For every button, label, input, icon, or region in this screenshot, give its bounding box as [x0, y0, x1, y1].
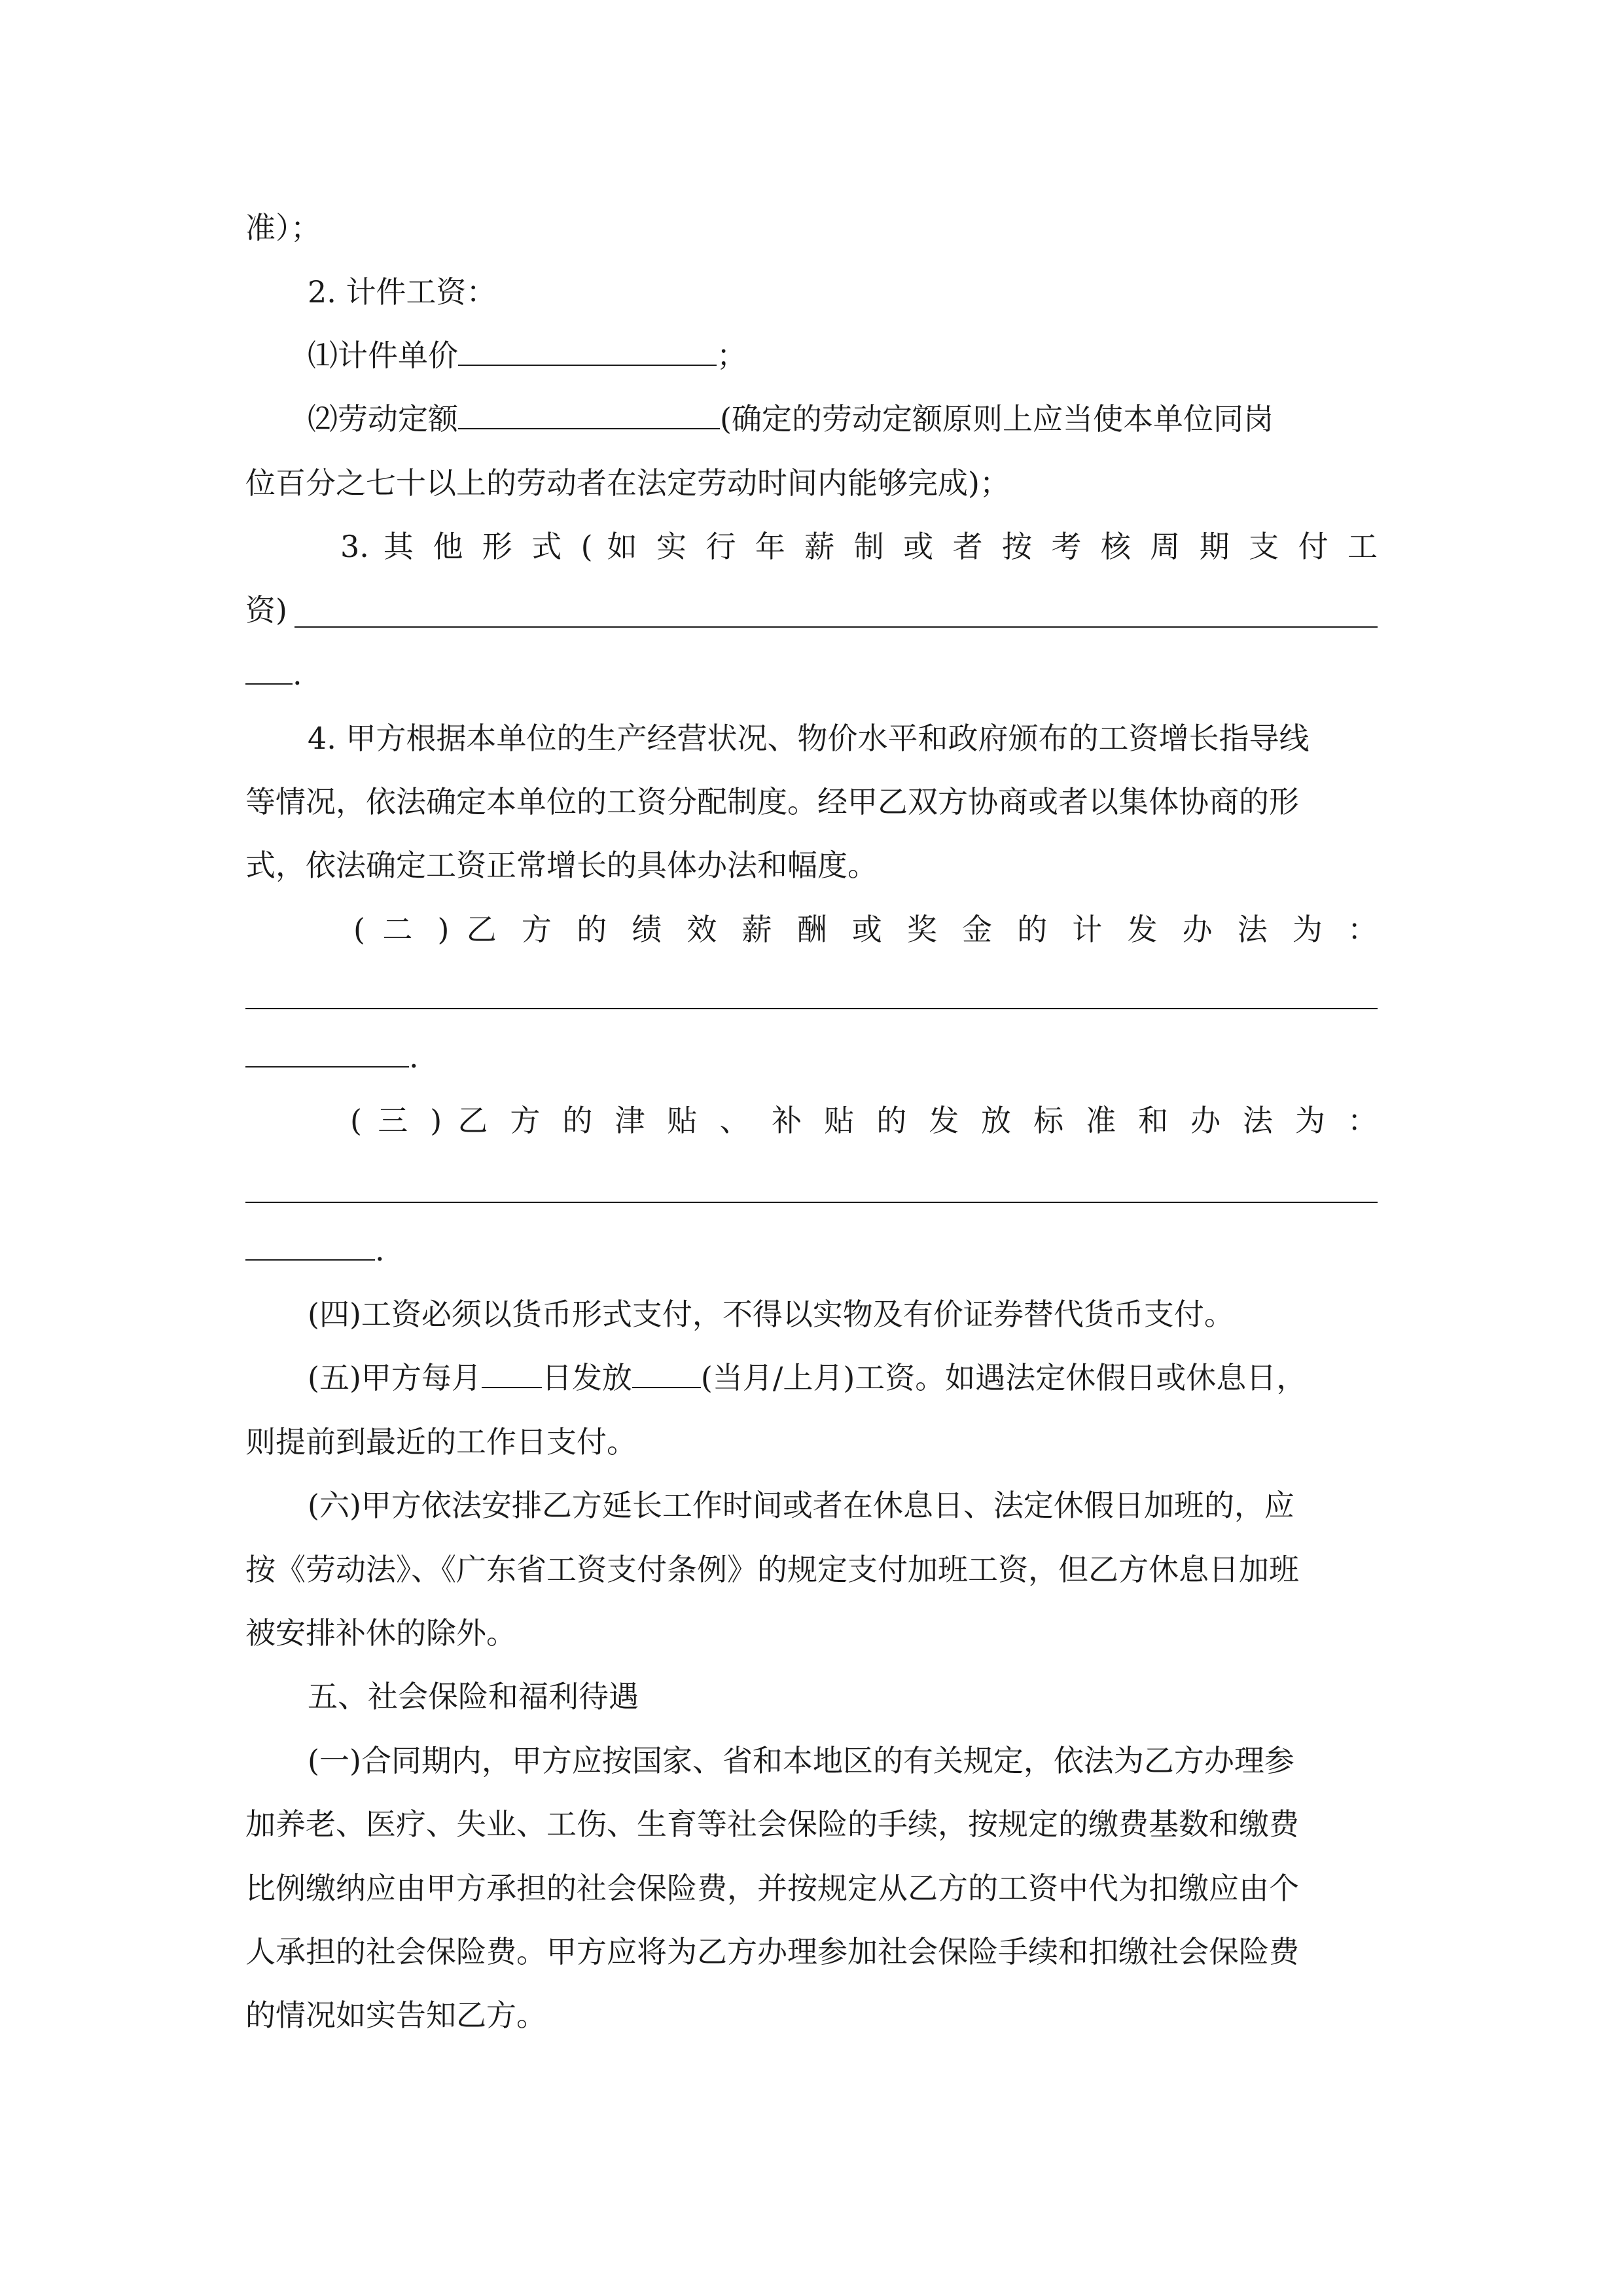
- text-line: 的情况如实告知乙方。: [245, 1998, 546, 2033]
- text-fragment: .: [375, 1232, 385, 1268]
- text-fragment: (当月/上月)工资。如遇法定休假日或休息日，: [700, 1360, 1307, 1395]
- text-line: 按《劳动法》、《广东省工资支付条例》的规定支付加班工资，但乙方休息日加班: [245, 1552, 1299, 1587]
- text-line: 被安排补休的除外。: [245, 1615, 516, 1651]
- text-line: 位百分之七十以上的劳动者在法定劳动时间内能够完成)；: [245, 465, 1010, 501]
- fill-in-blank: [482, 1361, 542, 1388]
- text-fragment: 日发放: [541, 1360, 632, 1395]
- text-line: 等情况，依法确定本单位的工资分配制度。经甲乙双方协商或者以集体协商的形: [245, 784, 1299, 819]
- text-line: [308, 336, 1378, 375]
- text-line: ( 三 ) 乙 方 的 津 贴 、 补 贴 的 发 放 标 准 和 办 法 为 ：: [350, 1103, 1378, 1138]
- text-line: 加养老、医疗、失业、工伤、生育等社会保险的手续，按规定的缴费基数和缴费: [245, 1806, 1299, 1842]
- text-line: 式，依法确定工资正常增长的具体办法和幅度。: [245, 848, 878, 883]
- section-heading: 五、社会保险和福利待遇: [308, 1679, 639, 1714]
- text-line: [308, 1358, 1378, 1397]
- text-line: (一)合同期内，甲方应按国家、省和本地区的有关规定，依法为乙方办理参: [308, 1743, 1294, 1778]
- text-fragment: (五)甲方每月: [308, 1360, 482, 1395]
- fill-in-blank: [245, 1202, 1378, 1203]
- text-fragment: ⑵劳动定额: [308, 401, 458, 437]
- fill-in-blank: [245, 1008, 1378, 1009]
- text-fragment: .: [293, 656, 302, 692]
- text-line: 4. 甲方根据本单位的生产经营状况、物价水平和政府颁布的工资增长指导线: [308, 721, 1310, 756]
- text-line: [245, 655, 1378, 694]
- text-line: 比例缴纳应由甲方承担的社会保险费，并按规定从乙方的工资中代为扣缴应由个: [245, 1871, 1299, 1906]
- text-fragment: .: [409, 1039, 419, 1075]
- text-line: 则提前到最近的工作日支付。: [245, 1424, 637, 1460]
- fill-in-blank: [245, 1040, 409, 1067]
- text-line: (四)工资必须以货币形式支付，不得以实物及有价证券替代货币支付。: [308, 1297, 1234, 1332]
- text-line: [308, 399, 1378, 439]
- text-line: ( 二 ) 乙 方 的 绩 效 薪 酬 或 奖 金 的 计 发 办 法 为 ：: [353, 912, 1378, 947]
- fill-in-blank: [632, 1361, 701, 1388]
- fill-in-blank: [245, 657, 293, 685]
- text-fragment: ⑴计件单价: [308, 338, 458, 373]
- text-line: 准）；: [245, 210, 321, 245]
- text-fragment: (确定的劳动定额原则上应当使本单位同岗: [720, 401, 1274, 437]
- text-line: 3. 其 他 形 式 ( 如 实 行 年 薪 制 或 者 按 考 核 周 期 支 付 工: [340, 529, 1378, 564]
- text-line: (六)甲方依法安排乙方延长工作时间或者在休息日、法定休假日加班的，应: [308, 1488, 1294, 1523]
- text-line: [245, 1230, 1378, 1270]
- text-fragment: ；: [717, 338, 747, 373]
- text-line: [245, 1037, 1378, 1077]
- text-fragment: 资): [245, 592, 287, 628]
- fill-in-blank: [245, 1233, 375, 1261]
- fill-in-blank: [294, 626, 1378, 628]
- text-line: [245, 590, 1378, 630]
- fill-in-blank: [458, 402, 720, 429]
- fill-in-blank: [458, 338, 717, 366]
- text-line: 2. 计件工资：: [308, 274, 497, 310]
- text-line: 人承担的社会保险费。甲方应将为乙方办理参加社会保险手续和扣缴社会保险费: [245, 1934, 1299, 1969]
